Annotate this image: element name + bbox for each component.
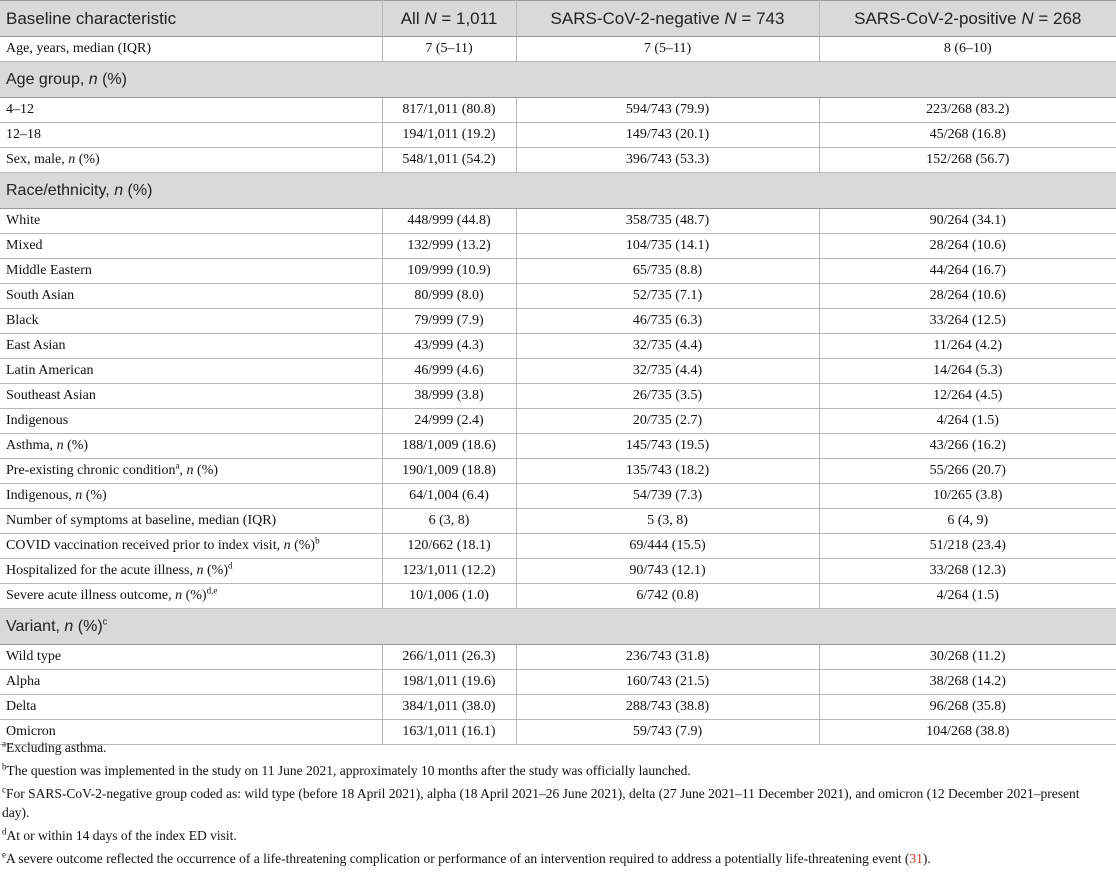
cell-negative: 32/735 (4.4) (516, 334, 819, 359)
cell-positive: 104/268 (38.8) (819, 720, 1116, 745)
footnote-text: At or within 14 days of the index ED visit. (6, 828, 237, 843)
table-row (0, 459, 1116, 484)
row-label: Age, years, median (IQR) (0, 37, 382, 62)
cell-positive: 6 (4, 9) (819, 509, 1116, 534)
cell-positive: 55/266 (20.7) (819, 459, 1116, 484)
cell-negative: 5 (3, 8) (516, 509, 819, 534)
cell-all: 43/999 (4.3) (382, 334, 516, 359)
cell-positive: 90/264 (34.1) (819, 209, 1116, 234)
cell-all: 266/1,011 (26.3) (382, 645, 516, 670)
row-label: East Asian (0, 334, 382, 359)
footnote-text: For SARS-CoV-2-negative group coded as: wild type (before 18 April 2021), alpha (18 April 2021–26 June 2021), delta (27 June 2021–11 December 2021), and omicron (12 December 2021–present day). (2, 786, 1080, 820)
cell-all: 548/1,011 (54.2) (382, 148, 516, 173)
footnote-mark: a (2, 738, 6, 749)
header-all: All N = 1,011 (382, 1, 516, 37)
cell-positive: 45/268 (16.8) (819, 123, 1116, 148)
row-label: Indigenous, n (%) (0, 484, 382, 509)
footnote-mark: d (228, 560, 233, 571)
n-symbol: n (283, 538, 291, 554)
cell-all: 188/1,009 (18.6) (382, 434, 516, 459)
table-header-row (0, 1, 1116, 37)
cell-negative: 104/735 (14.1) (516, 234, 819, 259)
cell-positive: 33/268 (12.3) (819, 559, 1116, 584)
cell-all: 123/1,011 (12.2) (382, 559, 516, 584)
cell-all: 120/662 (18.1) (382, 534, 516, 559)
cell-negative: 594/743 (79.9) (516, 98, 819, 123)
cell-positive: 51/218 (23.4) (819, 534, 1116, 559)
cell-positive: 4/264 (1.5) (819, 409, 1116, 434)
row-label: Southeast Asian (0, 384, 382, 409)
table-row (0, 123, 1116, 148)
cell-all: 163/1,011 (16.1) (382, 720, 516, 745)
footnotes (2, 738, 1110, 872)
table-row (0, 509, 1116, 534)
footnote (2, 849, 1110, 868)
footnote-mark: c (2, 784, 6, 795)
cell-negative: 288/743 (38.8) (516, 695, 819, 720)
table-row (0, 484, 1116, 509)
row-label: Number of symptoms at baseline, median (IQR) (0, 509, 382, 534)
reference-link[interactable]: 31 (909, 851, 923, 866)
footnote-text: The question was implemented in the study on 11 June 2021, approximately 10 months after the study was officially launched. (6, 763, 691, 778)
cell-all: 6 (3, 8) (382, 509, 516, 534)
table-row (0, 409, 1116, 434)
cell-all: 79/999 (7.9) (382, 309, 516, 334)
cell-negative: 6/742 (0.8) (516, 584, 819, 609)
cell-all: 448/999 (44.8) (382, 209, 516, 234)
cell-positive: 44/264 (16.7) (819, 259, 1116, 284)
row-label: Indigenous (0, 409, 382, 434)
cell-all: 194/1,011 (19.2) (382, 123, 516, 148)
header-negative: SARS-CoV-2-negative N = 743 (516, 1, 819, 37)
row-label: Pre-existing chronic condition$^a$, n (%) (0, 459, 382, 484)
n-symbol: n (186, 463, 194, 479)
footnote (2, 784, 1110, 822)
cell-negative: 7 (5–11) (516, 37, 819, 62)
cell-positive: 152/268 (56.7) (819, 148, 1116, 173)
header-positive: SARS-CoV-2-positive N = 268 (819, 1, 1116, 37)
cell-positive: 223/268 (83.2) (819, 98, 1116, 123)
n-symbol: n (175, 588, 183, 604)
cell-positive: 43/266 (16.2) (819, 434, 1116, 459)
cell-all: 10/1,006 (1.0) (382, 584, 516, 609)
cell-all: 817/1,011 (80.8) (382, 98, 516, 123)
table-row (0, 670, 1116, 695)
section-title: Race/ethnicity, n (%) (0, 173, 1116, 209)
cell-negative: 65/735 (8.8) (516, 259, 819, 284)
footnote-mark: b (2, 761, 7, 772)
table-row (0, 559, 1116, 584)
cell-negative: 46/735 (6.3) (516, 309, 819, 334)
cell-negative: 135/743 (18.2) (516, 459, 819, 484)
footnote-mark: a (175, 460, 180, 471)
cell-negative: 149/743 (20.1) (516, 123, 819, 148)
table-row (0, 284, 1116, 309)
row-label: South Asian (0, 284, 382, 309)
row-label: 12–18 (0, 123, 382, 148)
cell-all: 64/1,004 (6.4) (382, 484, 516, 509)
cell-negative: 54/739 (7.3) (516, 484, 819, 509)
row-label: Alpha (0, 670, 382, 695)
table-row (0, 695, 1116, 720)
n-symbol: n (196, 563, 204, 579)
footnote-mark: d,e (206, 585, 218, 596)
row-label: Severe acute illness outcome, n (%)$^{d,e}$ (0, 584, 382, 609)
cell-negative: 236/743 (31.8) (516, 645, 819, 670)
table-row (0, 259, 1116, 284)
table-row (0, 584, 1116, 609)
header-baseline-characteristic: Baseline characteristic (0, 1, 382, 37)
cell-positive: 33/264 (12.5) (819, 309, 1116, 334)
cell-positive: 11/264 (4.2) (819, 334, 1116, 359)
footnote-mark: e (2, 849, 6, 860)
cell-positive: 10/265 (3.8) (819, 484, 1116, 509)
n-symbol: n (75, 488, 83, 504)
cell-all: 46/999 (4.6) (382, 359, 516, 384)
footnote (2, 826, 1110, 845)
row-label: Black (0, 309, 382, 334)
cell-negative: 358/735 (48.7) (516, 209, 819, 234)
footnote-mark: b (315, 535, 320, 546)
table-row (0, 645, 1116, 670)
row-label: Sex, male, n (%) (0, 148, 382, 173)
table-row (0, 334, 1116, 359)
cell-positive: 8 (6–10) (819, 37, 1116, 62)
footnote-mark: d (2, 826, 7, 837)
table-row (0, 359, 1116, 384)
row-label: White (0, 209, 382, 234)
cell-negative: 26/735 (3.5) (516, 384, 819, 409)
cell-negative: 160/743 (21.5) (516, 670, 819, 695)
row-label: Mixed (0, 234, 382, 259)
cell-all: 7 (5–11) (382, 37, 516, 62)
footnote-text: A severe outcome reflected the occurrence of a life-threatening complication or performance of an intervention required to address a potentially life-threatening event ( (6, 851, 910, 866)
row-label: Hospitalized for the acute illness, n (%)$^d$ (0, 559, 382, 584)
footnote (2, 761, 1110, 780)
section-variant (0, 609, 1116, 645)
row-label: Middle Eastern (0, 259, 382, 284)
cell-negative: 90/743 (12.1) (516, 559, 819, 584)
cell-all: 132/999 (13.2) (382, 234, 516, 259)
cell-positive: 14/264 (5.3) (819, 359, 1116, 384)
cell-all: 190/1,009 (18.8) (382, 459, 516, 484)
row-label: Wild type (0, 645, 382, 670)
cell-positive: 28/264 (10.6) (819, 284, 1116, 309)
table-row (0, 37, 1116, 62)
section-title: Variant, n (%)$^c$ (0, 609, 1116, 645)
cell-positive: 30/268 (11.2) (819, 645, 1116, 670)
cell-all: 24/999 (2.4) (382, 409, 516, 434)
cell-all: 80/999 (8.0) (382, 284, 516, 309)
cell-negative: 20/735 (2.7) (516, 409, 819, 434)
table-row (0, 534, 1116, 559)
table-row (0, 384, 1116, 409)
section-age-group (0, 62, 1116, 98)
row-label: COVID vaccination received prior to index visit, n (%)$^b$ (0, 534, 382, 559)
cell-positive: 96/268 (35.8) (819, 695, 1116, 720)
cell-all: 109/999 (10.9) (382, 259, 516, 284)
cell-negative: 52/735 (7.1) (516, 284, 819, 309)
row-label: Delta (0, 695, 382, 720)
row-label: Latin American (0, 359, 382, 384)
cell-positive: 4/264 (1.5) (819, 584, 1116, 609)
section-title: Age group, n (%) (0, 62, 1116, 98)
cell-negative: 69/444 (15.5) (516, 534, 819, 559)
footnote-text-end: ). (922, 851, 931, 866)
table-row (0, 234, 1116, 259)
cell-negative: 59/743 (7.9) (516, 720, 819, 745)
cell-negative: 396/743 (53.3) (516, 148, 819, 173)
cell-positive: 12/264 (4.5) (819, 384, 1116, 409)
table-body (0, 37, 1116, 745)
footnote (2, 738, 1110, 757)
table-row (0, 309, 1116, 334)
table-row (0, 98, 1116, 123)
cell-positive: 28/264 (10.6) (819, 234, 1116, 259)
footnote-text: Excluding asthma. (6, 740, 107, 755)
cell-positive: 38/268 (14.2) (819, 670, 1116, 695)
cell-all: 384/1,011 (38.0) (382, 695, 516, 720)
cell-negative: 145/743 (19.5) (516, 434, 819, 459)
row-label: Asthma, n (%) (0, 434, 382, 459)
section-race-ethnicity (0, 173, 1116, 209)
table-row (0, 434, 1116, 459)
row-label: Omicron (0, 720, 382, 745)
cell-all: 38/999 (3.8) (382, 384, 516, 409)
cell-all: 198/1,011 (19.6) (382, 670, 516, 695)
table-row (0, 209, 1116, 234)
row-label: 4–12 (0, 98, 382, 123)
n-symbol: n (56, 438, 64, 454)
table-row (0, 148, 1116, 173)
cell-negative: 32/735 (4.4) (516, 359, 819, 384)
